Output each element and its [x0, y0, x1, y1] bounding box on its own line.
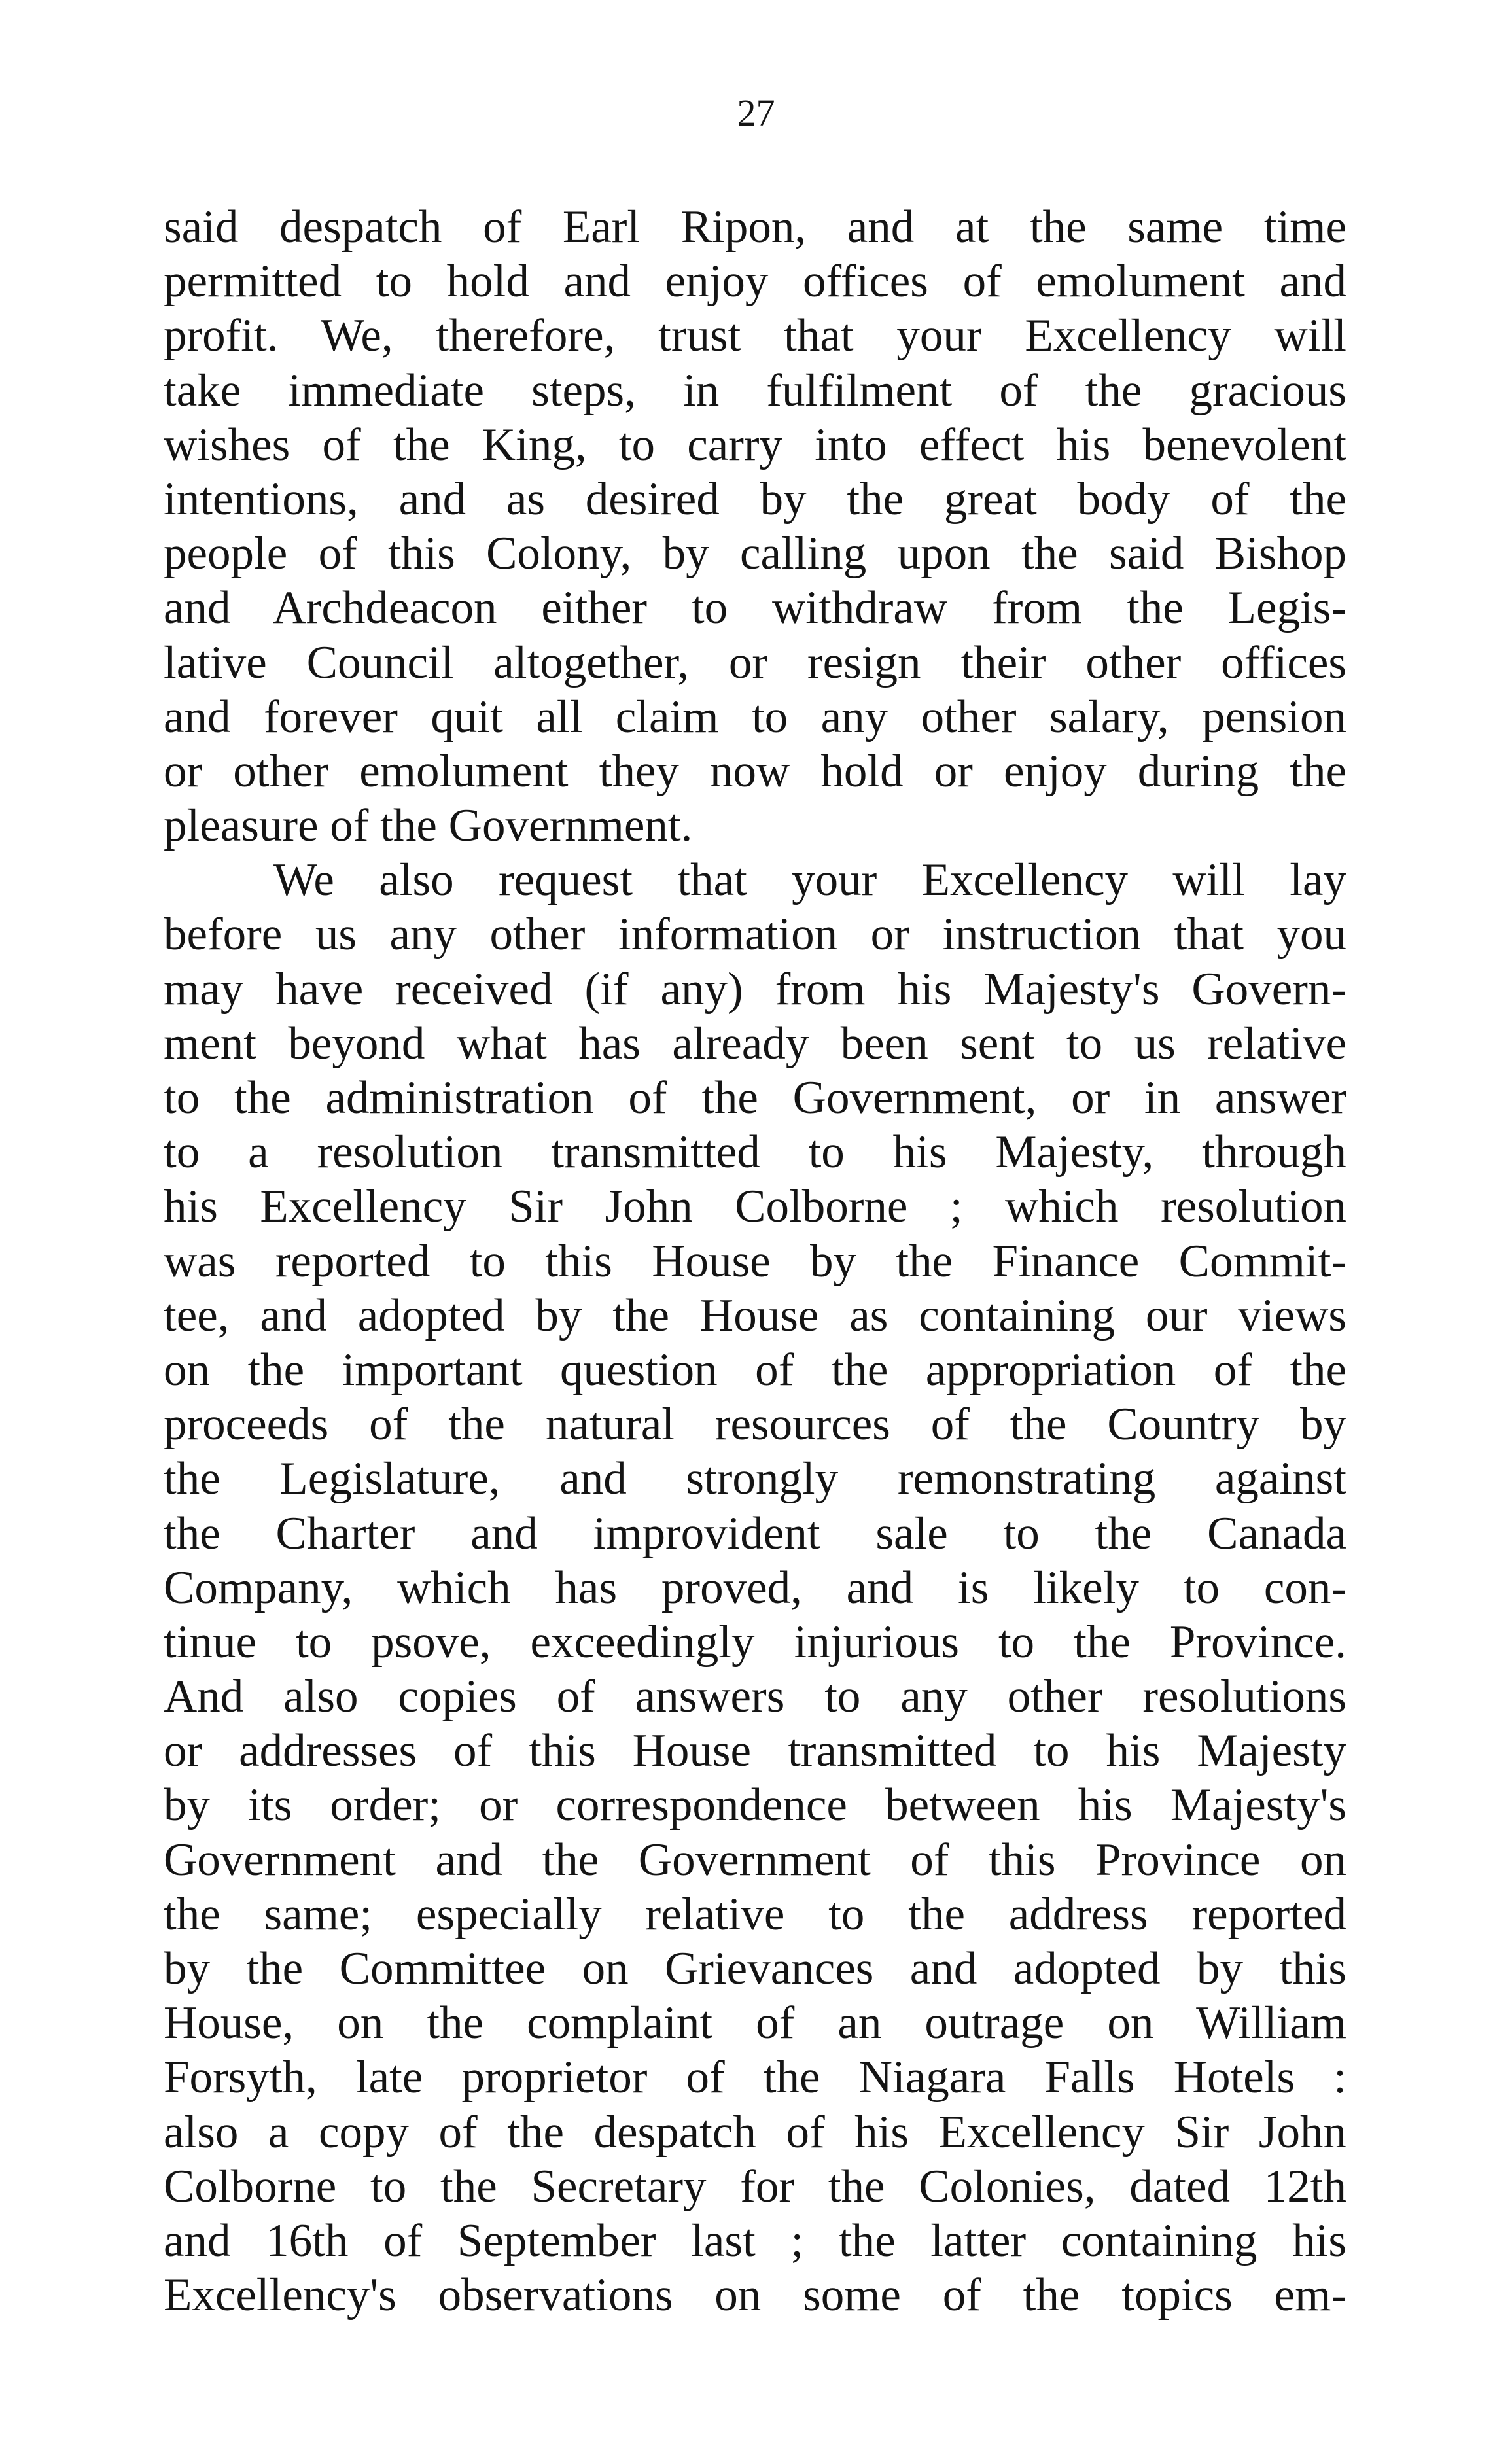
text-line: Company, which has proved, and is likely to con- [164, 1562, 1346, 1613]
text-line: or other emolument they now hold or enjoy during the [164, 745, 1346, 797]
text-line: intentions, and as desired by the great body of the [164, 473, 1346, 525]
text-line: ment beyond what has already been sent to us relative [164, 1017, 1346, 1069]
page-number: 27 [737, 92, 775, 134]
text-line: And also copies of answers to any other resolutions [164, 1671, 1346, 1723]
text-line: and forever quit all claim to any other salary, pension [164, 691, 1346, 743]
text-line: Colborne to the Secretary for the Colonies, dated 12th [164, 2160, 1346, 2212]
text-line: Government and the Government of this Province on [164, 1834, 1346, 1886]
text-line: profit. We, therefore, trust that your Excellency will [164, 310, 1346, 362]
text-line: lative Council altogether, or resign their other offices [164, 637, 1346, 688]
text-line: said despatch of Earl Ripon, and at the same time [164, 202, 1346, 253]
text-line: his Excellency Sir John Colborne ; which resolution [164, 1181, 1346, 1233]
body-text [164, 200, 1346, 2323]
text-line: permitted to hold and enjoy offices of emolument and [164, 256, 1346, 308]
text-line: on the important question of the appropriation of the [164, 1344, 1346, 1396]
text-line: wishes of the King, to carry into effect his benevolent [164, 419, 1346, 470]
text-line: by the Committee on Grievances and adopted by this [164, 1943, 1346, 1994]
text-line: people of this Colony, by calling upon the said Bishop [164, 528, 1346, 580]
text-line: before us any other information or instruction that you [164, 909, 1346, 960]
text-line: by its order; or correspondence between his Majesty's [164, 1780, 1346, 1831]
text-line: Forsyth, late proprietor of the Niagara Falls Hotels : [164, 2052, 1346, 2103]
text-line: tee, and adopted by the House as containing our views [164, 1290, 1346, 1341]
paragraph-start-line: We also request that your Excellency will lay [273, 854, 1346, 906]
text-line: the Charter and improvident sale to the Canada [164, 1507, 1346, 1559]
text-line: tinue to psove, exceedingly injurious to the Province. [164, 1616, 1346, 1668]
text-line: and Archdeacon either to withdraw from the Legis- [164, 582, 1346, 634]
text-line: Excellency's observations on some of the topics em- [164, 2270, 1346, 2321]
text-line: the same; especially relative to the address reported [164, 1888, 1346, 1940]
text-line: also a copy of the despatch of his Excellency Sir John [164, 2106, 1346, 2158]
text-line: and 16th of September last ; the latter containing his [164, 2215, 1346, 2266]
text-line: or addresses of this House transmitted to his Majesty [164, 1725, 1346, 1777]
paragraph-end-line: pleasure of the Government. [164, 800, 693, 852]
text-line: to a resolution transmitted to his Majesty, through [164, 1127, 1346, 1178]
text-line: to the administration of the Government, or in answer [164, 1072, 1346, 1123]
text-line: House, on the complaint of an outrage on William [164, 1997, 1346, 2049]
text-line: was reported to this House by the Finance Commit- [164, 1235, 1346, 1287]
text-line: may have received (if any) from his Majesty's Govern- [164, 963, 1346, 1015]
text-line: take immediate steps, in fulfilment of the gracious [164, 364, 1346, 416]
text-line: proceeds of the natural resources of the Country by [164, 1399, 1346, 1450]
text-line: the Legislature, and strongly remonstrating against [164, 1453, 1346, 1505]
